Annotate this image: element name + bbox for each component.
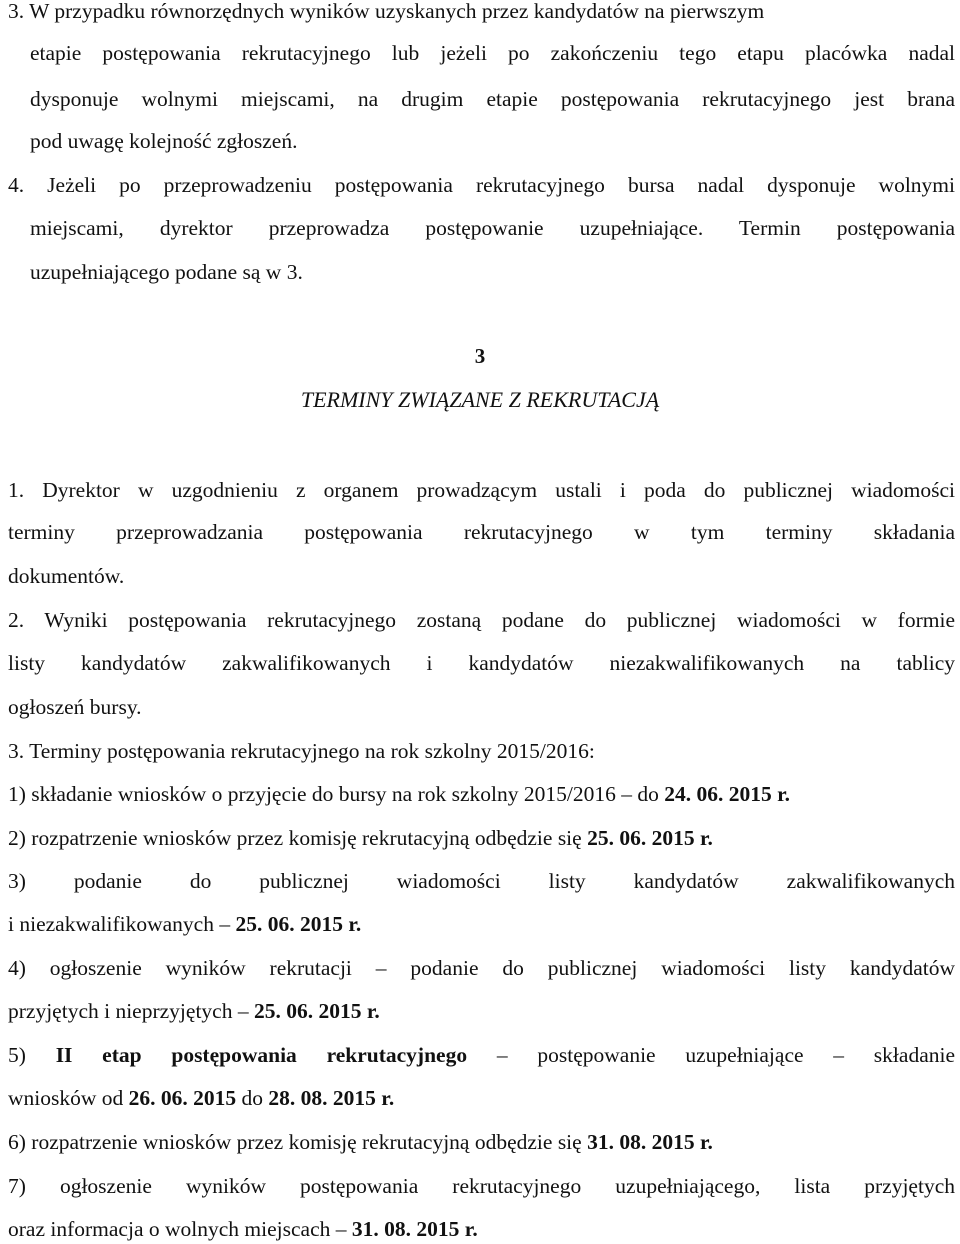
paragraph-3-line-3: dysponuje wolnymi miejscami, na drugim etapie postępowania rekrutacyjnego jest brana (30, 87, 955, 111)
paragraph-4-line-2: miejscami, dyrektor przeprowadza postępowanie uzupełniające. Termin postępowania (30, 216, 955, 240)
subitem-7-text: oraz informacja o wolnych miejscach – (8, 1217, 352, 1241)
item-2-line-1: 2. Wyniki postępowania rekrutacyjnego zostaną podane do publicznej wiadomości w formie (8, 608, 955, 632)
subitem-5-date-from: 26. 06. 2015 (128, 1086, 237, 1110)
subitem-5-line-1 (8, 1040, 955, 1070)
subitem-3-line-1: 3) podanie do publicznej wiadomości listy kandydatów zakwalifikowanych (8, 869, 955, 893)
subitem-3-text: i niezakwalifikowanych – (8, 912, 236, 936)
item-1-line-3: dokumentów. (8, 564, 125, 588)
subitem-5-text: wniosków od (8, 1086, 129, 1110)
subitem-7-line-1: 7) ogłoszenie wyników postępowania rekrutacyjnego uzupełniającego, lista przyjętych (8, 1174, 955, 1198)
subitem-4-text: przyjętych i nieprzyjętych – (8, 999, 254, 1023)
subitem-1-date: 24. 06. 2015 r. (664, 782, 791, 806)
subitem-6 (8, 1127, 713, 1157)
subitem-1-text: 1) składanie wniosków o przyjęcie do bursy na rok szkolny 2015/2016 – do (8, 782, 665, 806)
subitem-5-date-to: 28. 08. 2015 r. (268, 1086, 395, 1110)
subitem-4-date: 25. 06. 2015 r. (253, 999, 380, 1023)
paragraph-3-line-4: pod uwagę kolejność zgłoszeń. (30, 129, 298, 153)
item-2-line-2: listy kandydatów zakwalifikowanych i kandydatów niezakwalifikowanych na tablicy (8, 651, 955, 675)
paragraph-4-line-3: uzupełniającego podane są w 3. (30, 260, 303, 284)
subitem-3-line-2 (8, 909, 361, 939)
item-2-line-3: ogłoszeń bursy. (8, 695, 142, 719)
subitem-2 (8, 823, 713, 853)
subitem-7-line-2 (8, 1214, 478, 1244)
item-1-line-2: terminy przeprowadzania postępowania rekrutacyjnego w tym terminy składania (8, 520, 955, 544)
paragraph-3-line-2: etapie postępowania rekrutacyjnego lub jeżeli po zakończeniu tego etapu placówka nadal (30, 41, 955, 65)
section-title: TERMINY ZWIĄZANE Z REKRUTACJĄ (300, 387, 660, 412)
subitem-4-line-1: 4) ogłoszenie wyników rekrutacji – podanie do publicznej wiadomości listy kandydatów (8, 956, 955, 980)
subitem-5-bold: II etap postępowania rekrutacyjnego (55, 1043, 468, 1067)
subitem-5-number: 5) (8, 1043, 56, 1067)
subitem-2-date: 25. 06. 2015 r. (587, 826, 713, 850)
subitem-5-line-2 (8, 1083, 394, 1113)
paragraph-3-line-1: 3. W przypadku równorzędnych wyników uzyskanych przez kandydatów na pierwszym (8, 0, 765, 23)
subitem-6-date: 31. 08. 2015 r. (587, 1130, 713, 1154)
subitem-1 (8, 779, 790, 809)
subitem-2-text: 2) rozpatrzenie wniosków przez komisję rekrutacyjną odbędzie się (8, 826, 588, 850)
subitem-6-text: 6) rozpatrzenie wniosków przez komisję rekrutacyjną odbędzie się (8, 1130, 588, 1154)
subitem-5-mid: do (236, 1086, 269, 1110)
section-number: 3 (474, 344, 486, 368)
item-1-line-1: 1. Dyrektor w uzgodnieniu z organem prowadzącym ustali i poda do publicznej wiadomości (8, 478, 955, 502)
subitem-5-rest: – postępowanie uzupełniające – składanie (467, 1043, 956, 1067)
item-3-heading: 3. Terminy postępowania rekrutacyjnego na rok szkolny 2015/2016: (8, 739, 595, 763)
subitem-4-line-2 (8, 996, 380, 1026)
subitem-3-date: 25. 06. 2015 r. (235, 912, 362, 936)
paragraph-4-line-1: 4. Jeżeli po przeprowadzeniu postępowania rekrutacyjnego bursa nadal dysponuje wolnymi (8, 173, 955, 197)
subitem-7-date: 31. 08. 2015 r. (351, 1217, 478, 1241)
